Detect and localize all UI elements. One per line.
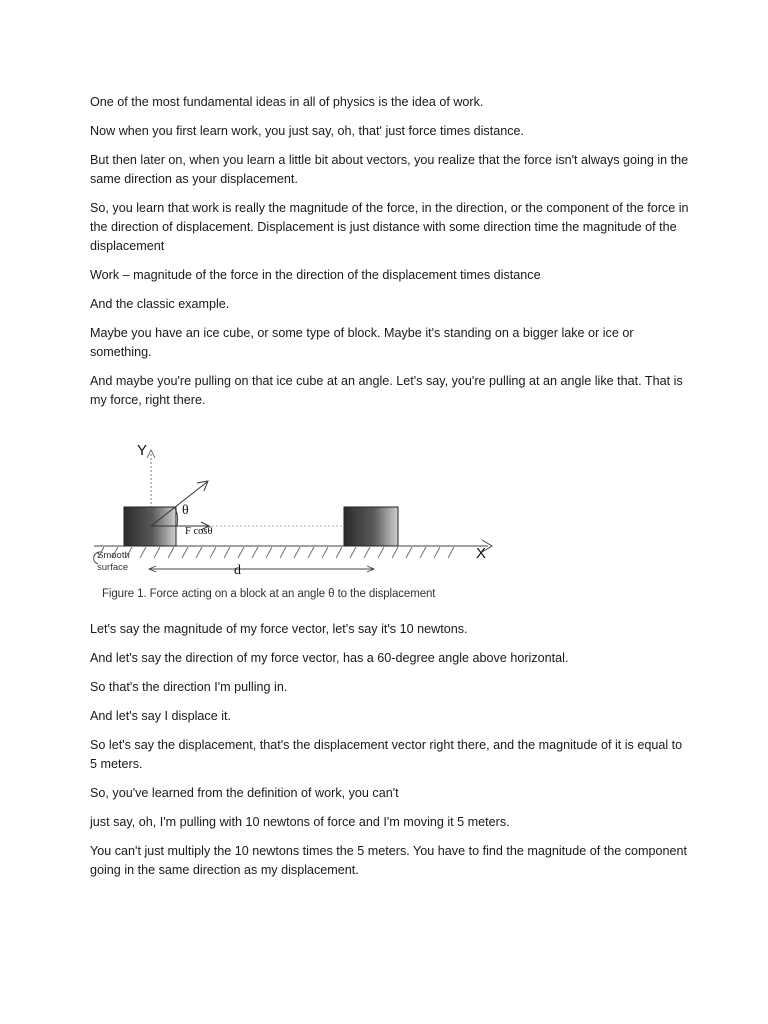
paragraph: And let's say the direction of my force vector, has a 60-degree angle above horizontal. bbox=[90, 651, 569, 665]
paragraph: just say, oh, I'm pulling with 10 newtons of force and I'm moving it 5 meters. bbox=[90, 815, 510, 829]
surface-label-line1: Smooth bbox=[97, 550, 130, 561]
paragraph: Let's say the magnitude of my force vector, let's say it's 10 newtons. bbox=[90, 622, 468, 636]
paragraph: So, you learn that work is really the magnitude of the force, in the direction, or the component of the force in the direction of displacement. Displacement is just distance with some direction time the magnitude of the displacement bbox=[90, 201, 689, 253]
surface-label-line2: surface bbox=[97, 562, 129, 573]
force-diagram bbox=[90, 436, 510, 608]
theta-label: θ bbox=[182, 503, 189, 518]
surface-label bbox=[97, 550, 130, 574]
paragraph: And let's say I displace it. bbox=[90, 709, 232, 723]
paragraph: Work – magnitude of the force in the direction of the displacement times distance bbox=[90, 268, 541, 282]
paragraph: Now when you first learn work, you just say, oh, that' just force times distance. bbox=[90, 124, 525, 138]
document-page bbox=[90, 93, 690, 890]
paragraph: But then later on, when you learn a little bit about vectors, you realize that the force isn't always going in the same direction as your displacement. bbox=[90, 153, 689, 186]
paragraph: Maybe you have an ice cube, or some type of block. Maybe it's standing on a bigger lake or ice or something. bbox=[90, 326, 634, 359]
paragraph: And maybe you're pulling on that ice cube at an angle. Let's say, you're pulling at an angle like that. That is my force, right there. bbox=[90, 374, 683, 407]
paragraph: So that's the direction I'm pulling in. bbox=[90, 680, 288, 694]
paragraph: So, you've learned from the definition of work, you can't bbox=[90, 786, 399, 800]
force-vector bbox=[151, 482, 207, 526]
paragraph: One of the most fundamental ideas in all of physics is the idea of work. bbox=[90, 95, 484, 109]
distance-label: d bbox=[234, 563, 241, 578]
paragraph: So let's say the displacement, that's the displacement vector right there, and the magnitude of it is equal to 5 meters. bbox=[90, 738, 683, 771]
surface-hatching bbox=[98, 547, 454, 558]
fcos-label: F cosθ bbox=[185, 526, 213, 537]
x-axis-label: X bbox=[476, 545, 487, 562]
figure-caption: Figure 1. Force acting on a block at an angle θ to the displacement bbox=[102, 588, 436, 600]
force-diagram-figure bbox=[90, 436, 510, 608]
paragraph: You can't just multiply the 10 newtons times the 5 meters. You have to find the magnitude of the component going in the same direction as my displacement. bbox=[90, 844, 688, 877]
paragraph: And the classic example. bbox=[90, 297, 230, 311]
block-final bbox=[344, 507, 398, 546]
y-axis-label: Y bbox=[137, 442, 148, 459]
